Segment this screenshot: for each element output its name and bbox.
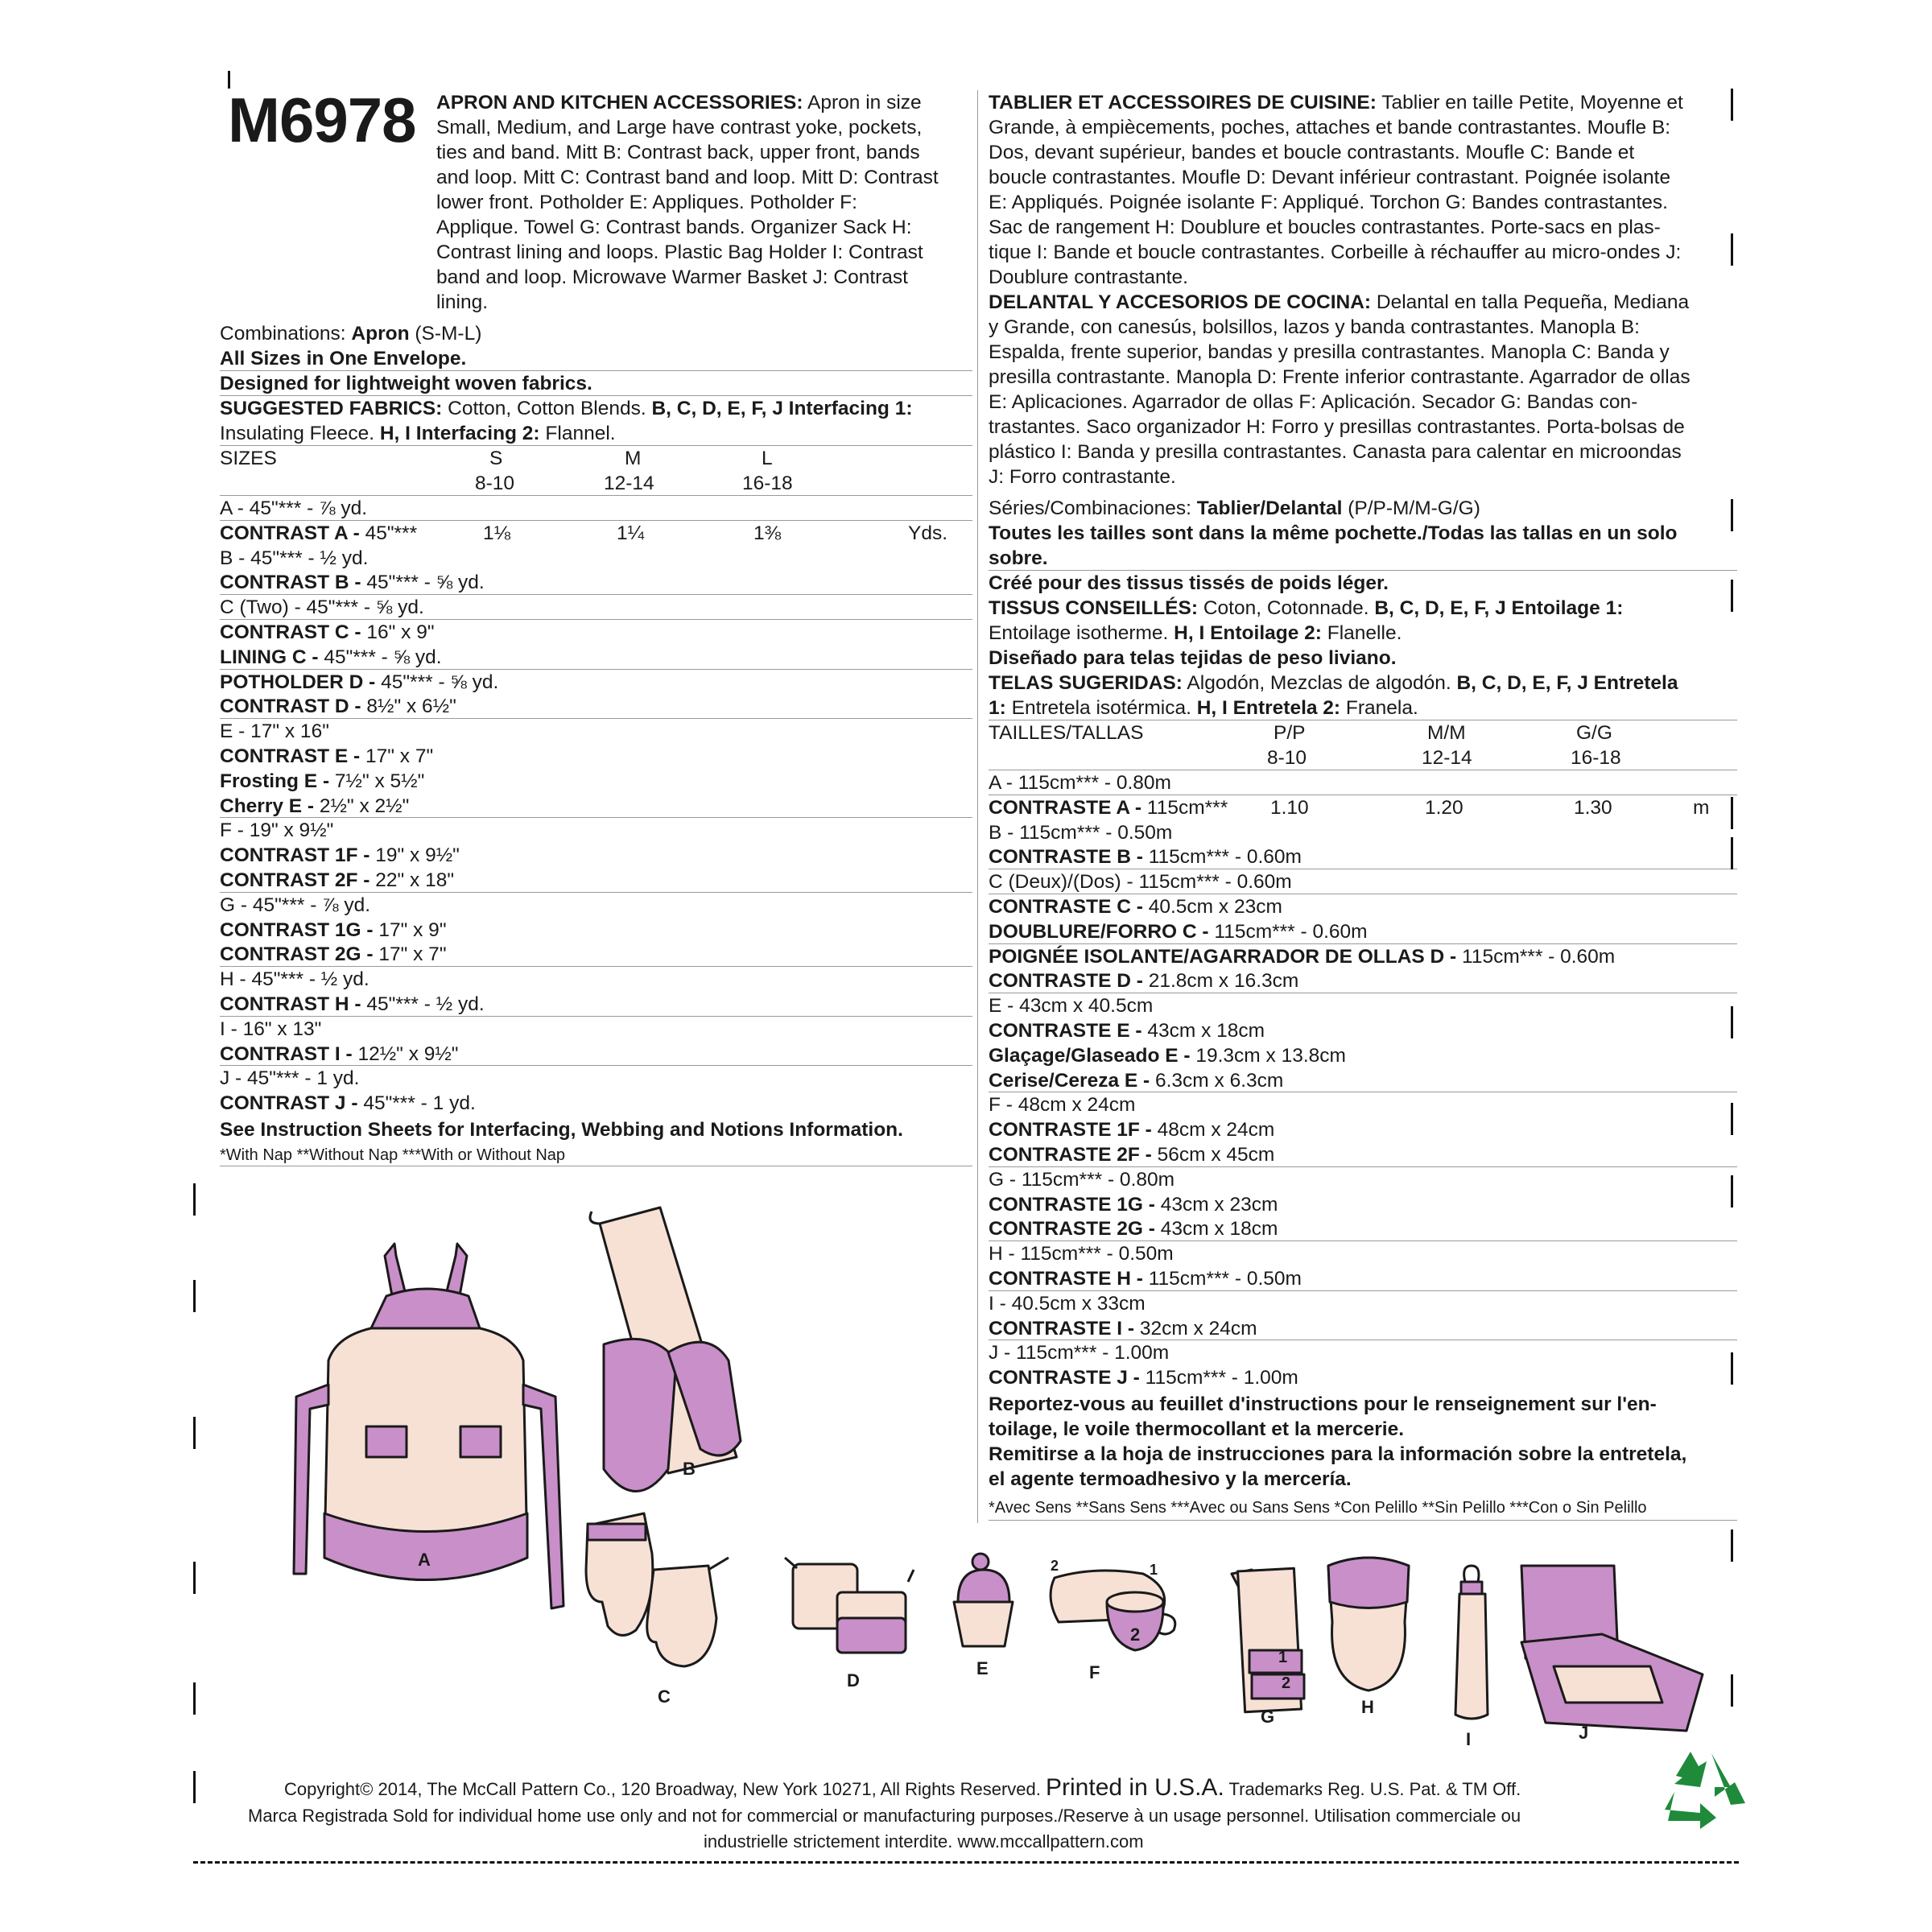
crop-mark: [1731, 89, 1733, 121]
row-label: G -: [220, 894, 248, 916]
row-value: 21.8cm x 16.3cm: [1148, 970, 1299, 993]
unit-label: Yds.: [908, 522, 948, 544]
row-value: 45"*** - ½ yd.: [251, 968, 369, 991]
row-value: 115cm*** - 0.80m: [1021, 1168, 1175, 1191]
view-label-j: J: [1579, 1723, 1589, 1743]
row-label: J -: [989, 1342, 1011, 1364]
row-label: CONTRAST 1F -: [220, 844, 370, 867]
row-label: CONTRAST B -: [220, 572, 361, 594]
row-value: 43cm x 18cm: [1160, 1218, 1278, 1241]
row-label: CONTRAST A -: [220, 522, 360, 544]
view-label-e: E: [976, 1658, 989, 1678]
row-label: C: [220, 597, 234, 619]
towel-illustration: [1232, 1568, 1304, 1711]
cree-note: Créé pour des tissus tissés de poids léger.: [989, 572, 1389, 594]
row-value: 17" x 9": [378, 919, 447, 941]
row-value: 45"*** - ⅞ yd.: [249, 497, 368, 519]
row-value: 115cm*** - 0.50m: [1019, 821, 1173, 844]
footer-line-3: industrielle strictement interdite. www.mccallpattern.com: [704, 1831, 1144, 1852]
row-value: 17" x 7": [365, 745, 434, 767]
row-value: 43cm x 40.5cm: [1019, 995, 1154, 1018]
row-value: 17" x 7": [378, 943, 447, 966]
row-label: CONTRASTE I -: [989, 1317, 1135, 1340]
row-label: Cherry E -: [220, 795, 315, 817]
row-value: 19.3cm x 13.8cm: [1195, 1044, 1346, 1067]
remitirse-note-2: el agente termoadhesivo y la mercería.: [989, 1468, 1352, 1490]
row-value: 115cm*** - 0.60m: [1148, 846, 1302, 869]
view-label-b: B: [683, 1459, 696, 1479]
row-value: 43cm x 23cm: [1160, 1193, 1278, 1216]
crop-mark: [1731, 1674, 1733, 1707]
double-oven-mitt-illustration: [590, 1208, 741, 1492]
series-combinations: Séries/Combinaciones: Tablier/Delantal (P/P-M/M-G/G): [989, 497, 1480, 519]
size-yardage: 1¼: [617, 522, 645, 544]
row-label: CONTRASTE 1F -: [989, 1119, 1152, 1141]
row-value: 115cm*** - 0.60m: [1214, 920, 1368, 943]
row-label: G -: [989, 1168, 1017, 1191]
row-label: CONTRASTE D -: [989, 970, 1143, 993]
unit-label: m: [1693, 796, 1710, 819]
view-label-d: D: [847, 1670, 860, 1690]
french-description: TABLIER ET ACCESSOIRES DE CUISINE: Tablier en taille Petite, Moyenne et Grande, à empiècements, poches, attaches et bande contrastantes. Moufle B: Dos, devant supérieur, bandes et boucle contrastants. Moufle C: Bande et boucle contrastantes. Moufle D: Devant inférieur contrastant. Poignée isolante E: Appliqués. Poignée isolante F: Appliqué. Torchon G: Bandes contrastantes. Sac de rangement H: Doublure et boucles contrastantes. Porte-sacs en plas- tique I: Bande et boucle contrastantes. Corbeille à réchauffer au micro-ondes J: Doublure contrastante. DELANTAL Y ACCESORIOS DE COCINA: Delantal en talla Pequeña, Mediana y Grande, con canesús, bolsillos, lazos y banda contrastantes. Manopla B: Espalda, frente superior, bandas y presilla contrastantes. Manopla C: Banda y presilla contrastante. Manopla D: Frente inferior contrastante. Agarrador de ollas E: Aplicaciones. Agarrador de ollas F: Aplicación. Secador G: Bandas con- trastantes. Saco organizador H: Forro y presillas contrastantes. Porta-bolsas de plástico I: Banda y presilla contrastantes. Canasta para calentar en microondas J: Forro contrastante.: [989, 92, 1690, 488]
row-label: E -: [220, 720, 246, 743]
row-label: H -: [989, 1243, 1015, 1265]
row-label: C: [989, 871, 1003, 894]
row-label: Cerise/Cereza E -: [989, 1069, 1150, 1092]
row-value: 45"*** - ⅝ yd.: [381, 671, 499, 693]
all-sizes-fr-es-2: sobre.: [989, 547, 1048, 569]
row-value: 19" x 9½": [249, 819, 334, 842]
row-value: 22" x 18": [375, 869, 455, 891]
recycle-icon: [1665, 1752, 1745, 1829]
row-value: 115cm***: [1146, 796, 1228, 819]
row-value: 115cm*** - 0.80m: [1018, 772, 1171, 794]
pattern-number: M6978: [228, 85, 416, 155]
row-value: 45"*** - ½ yd.: [250, 547, 369, 569]
remitirse-note: Remitirse a la hoja de instrucciones para la información sobre la entretela,: [989, 1443, 1687, 1465]
view-label-f2b: 2: [1130, 1624, 1141, 1645]
row-label: CONTRAST I -: [220, 1042, 353, 1065]
english-description: APRON AND KITCHEN ACCESSORIES: Apron in size Small, Medium, and Large have contrast yoke, pockets, ties and band. Mitt B: Contrast back, upper front, bands and loop. Mitt C: Contrast band and loop. Mitt D: Contrast lower front. Potholder E: Appliques. Potholder F: Applique. Towel G: Contrast bands. Organizer Sack H: Contrast lining and loops. Plastic Bag Holder I: Contrast band and loop. Microwave Warmer Basket J: Contrast lining.: [436, 92, 939, 313]
oven-mitts-illustration: [586, 1513, 729, 1666]
row-label: CONTRAST C -: [220, 621, 361, 643]
row-label: CONTRAST 1G -: [220, 919, 374, 941]
view-label-f: F: [1089, 1662, 1100, 1682]
telas-sugeridas-2: 1: Entretela isotérmica. H, I Entretela 2: Franela.: [989, 697, 1418, 719]
tissus-conseilles-2: Entoilage isotherme. H, I Entoilage 2: Flanelle.: [989, 622, 1402, 644]
row-label: I -: [220, 1018, 237, 1040]
row-label: CONTRASTE A -: [989, 796, 1142, 819]
row-value: 48cm x 24cm: [1018, 1094, 1136, 1117]
row-label: CONTRAST J -: [220, 1092, 358, 1115]
view-label-i: I: [1466, 1729, 1472, 1749]
row-value: (Two) - 45"*** - ⅝ yd.: [239, 597, 424, 619]
row-value: 40.5cm x 33cm: [1011, 1292, 1146, 1315]
see-instructions: See Instruction Sheets for Interfacing, Webbing and Notions Information.: [220, 1119, 903, 1141]
size-header-g: G/G: [1576, 722, 1612, 744]
combinations: Combinations: Apron (S-M-L): [220, 323, 482, 345]
tailles-label: TAILLES/TALLAS: [989, 722, 1144, 744]
crop-mark: [1731, 499, 1733, 531]
row-value: 16" x 9": [366, 621, 435, 643]
row-label: H -: [220, 968, 246, 991]
size-header-s: S: [489, 448, 503, 469]
size-range-s: 8-10: [475, 473, 515, 494]
row-value: 115cm*** - 0.50m: [1148, 1268, 1302, 1290]
row-value: 16" x 13": [242, 1018, 322, 1040]
crop-mark: [1731, 1175, 1733, 1208]
bag-holder-illustration: [1455, 1566, 1488, 1719]
row-value: 45"*** - ½ yd.: [366, 993, 485, 1015]
row-label: CONTRASTE C -: [989, 896, 1143, 918]
row-value: 7½" x 5½": [334, 770, 425, 792]
size-header-mm: M/M: [1427, 722, 1466, 744]
row-value: 32cm x 24cm: [1139, 1317, 1257, 1340]
organizer-sack-illustration: [1328, 1558, 1409, 1690]
row-value: 45"*** - ⅞ yd.: [252, 894, 371, 916]
crop-mark: [1731, 233, 1733, 266]
row-label: Glaçage/Glaseado E -: [989, 1044, 1191, 1067]
row-value: 40.5cm x 23cm: [1148, 896, 1282, 918]
row-label: CONTRAST E -: [220, 745, 361, 767]
row-label: LINING C -: [220, 646, 319, 668]
footer-line-2: Marca Registrada Sold for individual home use only and not for commercial or manufacturing purposes./Reserve à un usage personnel. Utilisation commerciale ou: [248, 1806, 1521, 1826]
row-value: 45"*** - 1 yd.: [247, 1067, 360, 1090]
view-label-a: A: [418, 1550, 431, 1570]
view-label-g: G: [1261, 1707, 1275, 1727]
row-label: CONTRASTE 1G -: [989, 1193, 1155, 1216]
tissus-conseilles: TISSUS CONSEILLÉS: Coton, Cotonnade. B, C, D, E, F, J Entoilage 1:: [989, 597, 1624, 619]
telas-sugeridas: TELAS SUGERIDAS: Algodón, Mezclas de algodón. B, C, D, E, F, J Entretela: [989, 672, 1678, 694]
row-label: B -: [220, 547, 246, 569]
row-label: CONTRAST 2F -: [220, 869, 370, 891]
size-yardage: 1.10: [1270, 796, 1309, 819]
crop-mark: [193, 1682, 196, 1715]
row-value: (Deux)/(Dos) - 115cm*** - 0.60m: [1008, 871, 1292, 894]
row-label: CONTRASTE B -: [989, 846, 1143, 869]
row-value: 19" x 9½": [375, 844, 460, 867]
row-label: Frosting E -: [220, 770, 330, 792]
crop-mark: [193, 1183, 196, 1216]
view-label-f1: 1: [1150, 1562, 1158, 1578]
row-label: CONTRAST H -: [220, 993, 361, 1015]
size-range-g: 16-18: [1571, 747, 1621, 769]
size-yardage: 1⅜: [753, 522, 782, 544]
sizes-label: SIZES: [220, 448, 277, 469]
row-label: A -: [989, 772, 1013, 794]
size-range-mm: 12-14: [1422, 747, 1472, 769]
crop-mark: [1731, 837, 1733, 869]
reportez-note: Reportez-vous au feuillet d'instructions pour le renseignement sur l'en-: [989, 1393, 1657, 1415]
row-value: 56cm x 45cm: [1157, 1144, 1275, 1166]
row-label: CONTRAST 2G -: [220, 943, 374, 966]
row-label: A -: [220, 497, 244, 519]
row-label: CONTRASTE J -: [989, 1367, 1140, 1389]
size-yardage: 1.20: [1425, 796, 1463, 819]
row-label: CONTRASTE 2G -: [989, 1218, 1155, 1241]
bottom-crop-line: [193, 1861, 1739, 1864]
row-value: 115cm*** - 0.60m: [1462, 945, 1616, 968]
row-label: POTHOLDER D -: [220, 671, 376, 693]
crop-mark: [1731, 1352, 1733, 1385]
designed-for: Designed for lightweight woven fabrics.: [220, 373, 592, 394]
view-label-f2: 2: [1051, 1558, 1059, 1574]
row-value: 17" x 16": [250, 720, 329, 743]
row-value: 48cm x 24cm: [1157, 1119, 1275, 1141]
row-label: F -: [989, 1094, 1013, 1117]
size-range-l: 16-18: [742, 473, 793, 494]
crop-mark: [193, 1562, 196, 1594]
description-title: APRON AND KITCHEN ACCESSORIES:: [436, 92, 803, 114]
cupcake-potholder-illustration: [954, 1554, 1013, 1646]
row-label: F -: [220, 819, 244, 842]
size-range-p: 8-10: [1267, 747, 1307, 769]
crop-mark: [193, 1417, 196, 1449]
view-label-g2: 2: [1282, 1674, 1291, 1692]
row-label: B -: [989, 821, 1014, 844]
crop-mark: [193, 1771, 196, 1803]
row-value: 45"***: [365, 522, 418, 544]
row-label: POIGNÉE ISOLANTE/AGARRADOR DE OLLAS D -: [989, 945, 1457, 968]
row-label: J -: [220, 1067, 242, 1090]
crop-mark: [1731, 580, 1733, 612]
row-value: 12½" x 9½": [357, 1042, 459, 1065]
row-label: I -: [989, 1292, 1006, 1315]
row-value: 6.3cm x 6.3cm: [1155, 1069, 1284, 1092]
view-label-c: C: [658, 1686, 671, 1707]
nap-note-fr-es: *Avec Sens **Sans Sens ***Avec ou Sans Sens *Con Pelillo **Sin Pelillo ***Con o Sin Pelillo: [989, 1499, 1647, 1517]
all-sizes-note: All Sizes in One Envelope.: [220, 348, 467, 369]
mug-potholder-illustration: [1051, 1571, 1175, 1650]
row-label: CONTRASTE 2F -: [989, 1144, 1152, 1166]
crop-mark: [1731, 1006, 1733, 1038]
nap-note: *With Nap **Without Nap ***With or Without Nap: [220, 1146, 566, 1164]
size-header-p: P/P: [1274, 722, 1306, 744]
view-label-h: H: [1361, 1697, 1374, 1717]
row-label: CONTRAST D -: [220, 696, 361, 718]
suggested-fabrics: SUGGESTED FABRICS: Cotton, Cotton Blends. B, C, D, E, F, J Interfacing 1:: [220, 398, 913, 419]
potholder-d-illustration: [785, 1558, 914, 1653]
row-value: 2½" x 2½": [319, 795, 410, 817]
size-yardage: 1⅛: [483, 522, 511, 544]
row-label: CONTRASTE H -: [989, 1268, 1143, 1290]
row-value: 115cm*** - 1.00m: [1145, 1367, 1298, 1389]
row-value: 115cm*** - 0.50m: [1020, 1243, 1174, 1265]
row-value: 45"*** - ⅝ yd.: [366, 572, 485, 594]
row-label: DOUBLURE/FORRO C -: [989, 920, 1209, 943]
all-sizes-fr-es: Toutes les tailles sont dans la même pochette./Todas las tallas en un solo: [989, 522, 1678, 544]
reportez-note-2: toilage, le voile thermocollant et la mercerie.: [989, 1418, 1405, 1440]
size-range-m: 12-14: [604, 473, 654, 494]
row-value: 45"*** - ⅝ yd.: [324, 646, 442, 668]
row-value: 115cm*** - 1.00m: [1016, 1342, 1170, 1364]
row-label: CONTRASTE E -: [989, 1020, 1142, 1042]
row-value: 8½" x 6½": [366, 696, 456, 718]
size-header-l: L: [762, 448, 773, 469]
row-label: E -: [989, 995, 1014, 1018]
suggested-fabrics-2: Insulating Fleece. H, I Interfacing 2: Flannel.: [220, 423, 616, 444]
size-yardage: 1.30: [1574, 796, 1612, 819]
view-label-g1: 1: [1278, 1649, 1288, 1666]
row-value: 45"*** - 1 yd.: [363, 1092, 476, 1115]
size-header-m: M: [625, 448, 642, 469]
disenado-note: Diseñado para telas tejidas de peso liviano.: [989, 647, 1397, 669]
copyright: Copyright© 2014, The McCall Pattern Co., 120 Broadway, New York 10271, All Rights Reserved. Printed in U.S.A. Trademarks Reg. U.S. Pat. & TM Off.: [284, 1774, 1521, 1801]
crop-mark: [193, 1280, 196, 1312]
crop-mark: [1731, 1530, 1733, 1562]
row-value: 43cm x 18cm: [1147, 1020, 1265, 1042]
crop-mark: [1731, 1103, 1733, 1135]
warmer-basket-illustration: [1521, 1566, 1703, 1731]
crop-mark: [1731, 797, 1733, 829]
